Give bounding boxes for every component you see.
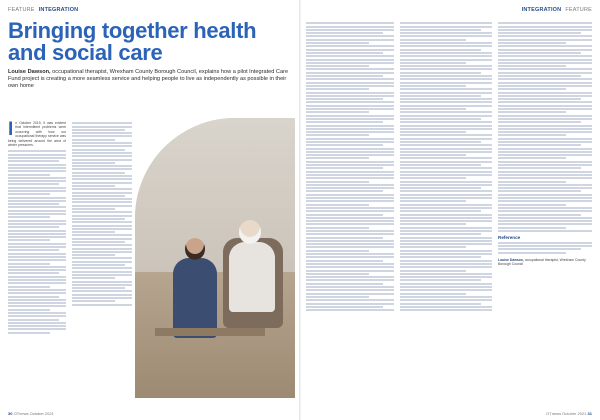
author-name: Louise Dawson, <box>498 257 524 262</box>
author-note <box>498 258 592 267</box>
standfirst-author: Louise Dawson, <box>8 69 51 75</box>
issue-label: OTnews October 2021 <box>13 411 54 416</box>
body-column-2 <box>72 121 132 307</box>
body-column-1 <box>8 121 66 335</box>
section-header <box>8 6 292 14</box>
text-block <box>498 22 592 232</box>
intro-text: n October 2019, it was evident that intermittent problems were occurring with how our occupational therapy service was being delivered around the area of winter pressures. <box>8 121 66 148</box>
body-column-4 <box>400 21 492 312</box>
body-column-3 <box>306 21 394 312</box>
title-line-2: and social care <box>8 40 163 65</box>
section-label: FEATURE <box>565 7 592 13</box>
page-number: 31 <box>587 411 592 416</box>
title-line-1: Bringing together health <box>8 18 257 43</box>
reference-entry <box>498 242 592 254</box>
right-footer <box>546 411 592 416</box>
standfirst-text: occupational therapist, Wrexham County Borough Council, explains how a pilot Integrated Care Fund project is creating a more seamless service and helping people to live as independently as possible in their own home <box>8 69 289 89</box>
text-block <box>306 22 394 311</box>
page-number: 30 <box>8 411 13 416</box>
section-label: FEATURE <box>8 7 35 13</box>
article-photo <box>135 118 295 398</box>
left-footer <box>8 411 54 416</box>
author-role: occupational therapist, Wrexham County Borough Council <box>498 257 586 266</box>
issue-label: OTnews October 2021 <box>546 411 587 416</box>
section-header <box>306 6 592 14</box>
text-block <box>8 150 66 333</box>
dropcap: I <box>8 119 14 140</box>
page-title <box>8 20 292 64</box>
intro-paragraph <box>8 121 66 147</box>
references-title: Reference <box>498 235 521 240</box>
text-block <box>400 22 492 311</box>
section-strong: INTEGRATION <box>521 7 562 13</box>
text-block <box>72 122 132 305</box>
section-strong: INTEGRATION <box>38 7 79 13</box>
body-column-5 <box>498 21 592 266</box>
standfirst <box>8 69 292 90</box>
right-page <box>300 0 600 420</box>
